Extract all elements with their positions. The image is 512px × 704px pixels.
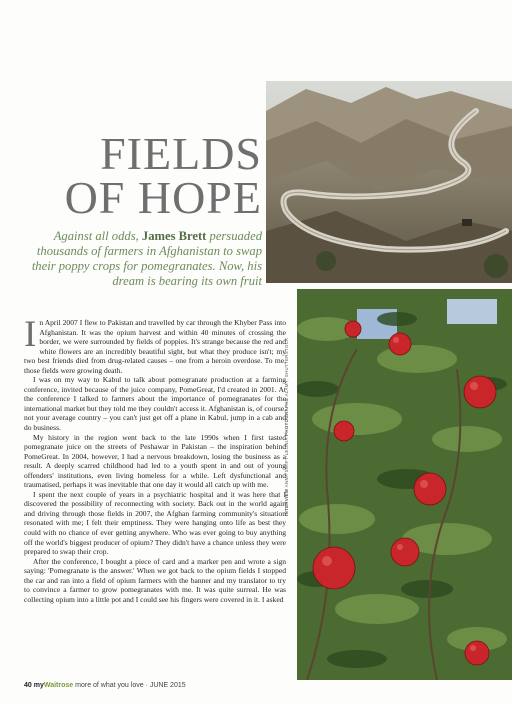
- page-number: 40: [24, 682, 32, 689]
- footer-tagline: more of what you love · JUNE 2015: [73, 682, 186, 689]
- body-paragraph-1: [24, 314, 286, 375]
- author-name: James Brett: [141, 229, 207, 243]
- article-headline: [26, 128, 262, 223]
- body-paragraph-2: I was on my way to Kabul to talk about pomegranate production at a farming conference, invited because of the juice company, PomeGreat, I'd created in 2001. At the conference I talked to farmers about the importance of pomegranates for the international market but they told me they couldn't access it. Afghanistan is, of course, not your average country – you can't just get off a plane in Kabul, jump in a cab and do business.: [24, 375, 286, 433]
- pomegranate-tree-photo: [297, 289, 512, 680]
- body-paragraph-3: My history in the region went back to the late 1990s when I first tasted pomegranate juice on the streets of Peshawar in Pakistan – the inspiration behind PomeGreat. In 2004, however, I had a nervous breakdown, losing the business as a result. A deeply scarred childhood had led to a youth spent in and out of young offenders' institutions, even living homeless for a while. Left dysfunctional and traumatised, perhaps it was inevitable that one day it would all catch up with me.: [24, 432, 286, 490]
- brand-name: Waitrose: [43, 682, 74, 689]
- drop-cap: I: [24, 314, 37, 355]
- khyber-pass-road-photo: [266, 81, 512, 283]
- credit-interview-label: INTERVIEW: [284, 488, 289, 516]
- headline-line-1: FIELDS: [100, 128, 262, 179]
- credit-photos-by: ALAMY, SHUTTERSTOCK: [284, 337, 289, 397]
- credit-photos-label: PHOTOGRAPHS: [284, 397, 289, 436]
- body-paragraph-1-text: n April 2007 I flew to Pakistan and travelled by car through the Khyber Pass into Afghanistan. It was the opium harvest and within 40 minutes of crossing the border, we were surrounded by fields of poppies. It's strange because the red and white flowers are an incredibly beautiful sight, but what they produce isn't; my two best friends died from drug-related causes – one from a heroin overdose. To me, those fields were growing death.: [24, 318, 286, 375]
- page-footer: [24, 682, 186, 689]
- standfirst-text-before: Against all odds,: [53, 229, 142, 243]
- body-paragraph-4: I spent the next couple of years in a psychiatric hospital and it was here that I discovered the possibility of reconnecting with society. Back out in the world again and driving through those fields in 2007, the Afghan farming community's situation resonated with me; I felt their emptiness. They were hanging onto life as best they could with no chance of ever getting anywhere. Who was ever going to buy anything off the world's biggest producer of opium? They didn't have a chance unless they were prepared to swap their crop.: [24, 489, 286, 557]
- standfirst-text-after: persuaded thousands of farmers in Afghanistan to swap their poppy crops for pomegranates. Now, his dream is bearing its own fruit: [31, 229, 262, 288]
- article-standfirst: [22, 229, 262, 289]
- headline-line-2: OF HOPE: [64, 172, 262, 223]
- body-paragraph-5: After the conference, I bought a piece of card and a marker pen and wrote a sign saying: 'Pomegranate is the answer.' When we got back to the opium fields I stopped the car and ran into a field of opium farmers with the banner and my translator to try to convince a farmer to grow pomegranates with me. It was quite surreal. He was collecting opium into a little pot and I could see his fingers were covered in it. I asked: [24, 556, 286, 604]
- magazine-brand: [34, 682, 73, 689]
- credit-interview-by: ANNA SWIFT-LEONIA: [284, 437, 289, 488]
- brand-prefix: my: [33, 682, 44, 689]
- article-body: [24, 314, 286, 604]
